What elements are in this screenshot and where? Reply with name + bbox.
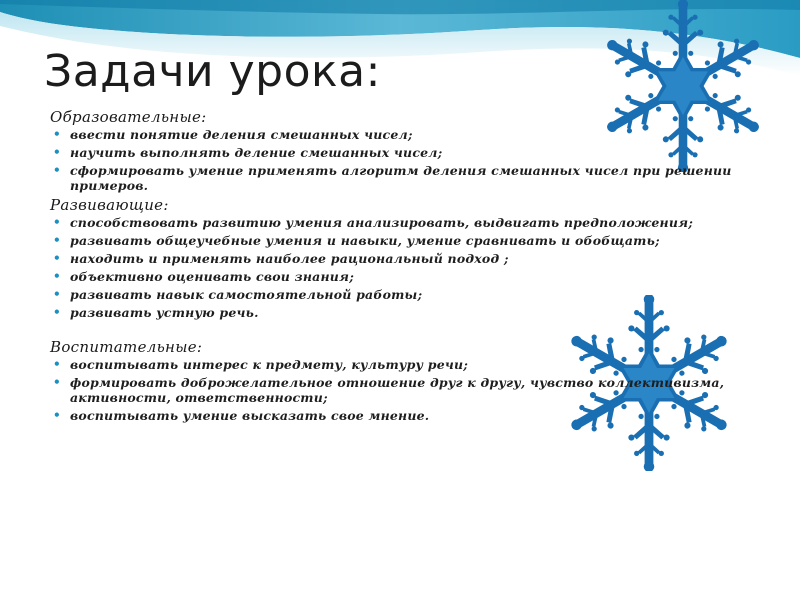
list-item: • сформировать умение применять алгоритм деления смешанных чисел при решении примеров. (53, 163, 732, 193)
bullet-dot: • (53, 233, 61, 247)
objectives-content (50, 108, 770, 426)
slide-title: Задачи урока: (44, 46, 381, 97)
section-heading-educational: Образовательные: (50, 108, 207, 126)
bullet-dot: • (53, 357, 61, 371)
bullet-dot: • (53, 127, 61, 141)
list-item: • способствовать развитию умения анализировать, выдвигать предположения; (53, 215, 694, 230)
list-item: • формировать доброжелательное отношение друг к другу, чувство коллективизма, активности, ответственности; (53, 375, 725, 405)
bullet-dot: • (53, 269, 61, 283)
section-heading-upbringing: Воспитательные: (50, 338, 203, 356)
bullet-dot: • (53, 287, 61, 301)
bullet-dot: • (53, 145, 61, 159)
list-item: • находить и применять наиболее рациональный подход ; (53, 251, 509, 266)
bullet-dot: • (53, 215, 61, 229)
list-item: • воспитывать интерес к предмету, культуру речи; (53, 357, 469, 372)
bullet-dot: • (53, 375, 61, 389)
list-item: • научить выполнять деление смешанных чисел; (53, 145, 443, 160)
list-developmental (50, 215, 770, 320)
bullet-dot: • (53, 251, 61, 265)
bullet-dot: • (53, 305, 61, 319)
list-upbringing (50, 357, 770, 423)
section-heading-developmental: Развивающие: (50, 196, 169, 214)
list-item: • развивать общеучебные умения и навыки, умение сравнивать и обобщать; (53, 233, 660, 248)
list-item: • развивать навык самостоятельной работы; (53, 287, 423, 302)
list-item: • ввести понятие деления смешанных чисел; (53, 127, 413, 142)
list-item: • развивать устную речь. (53, 305, 259, 320)
list-educational (50, 127, 770, 193)
bullet-dot: • (53, 163, 61, 177)
list-item: • воспитывать умение высказать свое мнение. (53, 408, 430, 423)
bullet-dot: • (53, 408, 61, 422)
list-item: • объективно оценивать свои знания; (53, 269, 355, 284)
